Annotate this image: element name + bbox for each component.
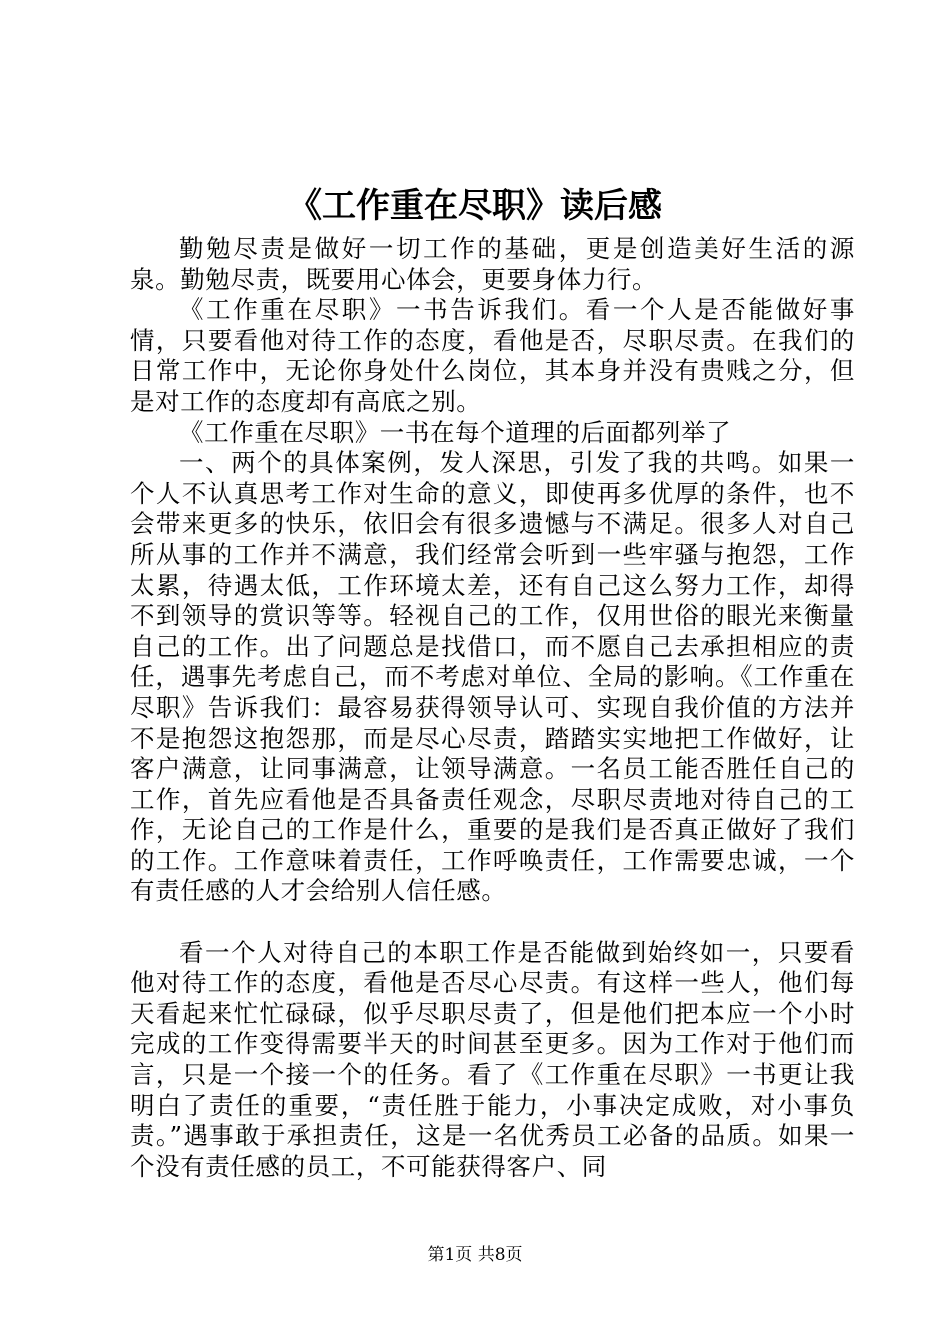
page-number-footer: 第1页 共8页 bbox=[427, 1245, 523, 1265]
body-paragraph: 《工作重在尽职》一书告诉我们。看一个人是否能做好事情，只要看他对待工作的态度，看他是否，尽职尽责。在我们的日常工作中，无论你身处什么岗位，其本身并没有贵贱之分，但是对工作的态度却有高底之别。 bbox=[130, 295, 855, 416]
body-paragraph: 看一个人对待自己的本职工作是否能做到始终如一，只要看他对待工作的态度，看他是否尽心尽责。有这样一些人，他们每天看起来忙忙碌碌，似乎尽职尽责了，但是他们把本应一个小时完成的工作变得需要半天的时间甚至更多。因为工作对于他们而言，只是一个接一个的任务。看了《工作重在尽职》一书更让我明白了责任的重要，“责任胜于能力，小事决定成败，对小事负责。”遇事敢于承担责任，这是一名优秀员工必备的品质。如果一个没有责任感的员工，不可能获得客户、同 bbox=[130, 937, 855, 1181]
body-paragraph: 一、两个的具体案例，发人深思，引发了我的共鸣。如果一个人不认真思考工作对生命的意义，即使再多优厚的条件，也不会带来更多的快乐，依旧会有很多遗憾与不满足。很多人对自己所从事的工作并不满意，我们经常会听到一些牢骚与抱怨，工作太累，待遇太低，工作环境太差，还有自己这么努力工作，却得不到领导的赏识等等。轻视自己的工作，仅用世俗的眼光来衡量自己的工作。出了问题总是找借口，而不愿自己去承担相应的责任，遇事先考虑自己，而不考虑对单位、全局的影响。《工作重在尽职》告诉我们：最容易获得领导认可、实现自我价值的方法并不是抱怨这抱怨那，而是尽心尽责，踏踏实实地把工作做好，让客户满意，让同事满意，让领导满意。一名员工能否胜任自己的工作，首先应看他是否具备责任观念，尽职尽责地对待自己的工作，无论自己的工作是什么，重要的是我们是否真正做好了我们的工作。工作意味着责任，工作呼唤责任，工作需要忠诚，一个有责任感的人才会给别人信任感。 bbox=[130, 448, 855, 906]
body-paragraph: 勤勉尽责是做好一切工作的基础，更是创造美好生活的源泉。勤勉尽责，既要用心体会，更要身体力行。 bbox=[130, 234, 855, 294]
document-body bbox=[130, 234, 855, 1182]
document-title: 《工作重在尽职》读后感 bbox=[288, 186, 662, 226]
body-paragraph: 《工作重在尽职》一书在每个道理的后面都列举了 bbox=[179, 417, 732, 447]
